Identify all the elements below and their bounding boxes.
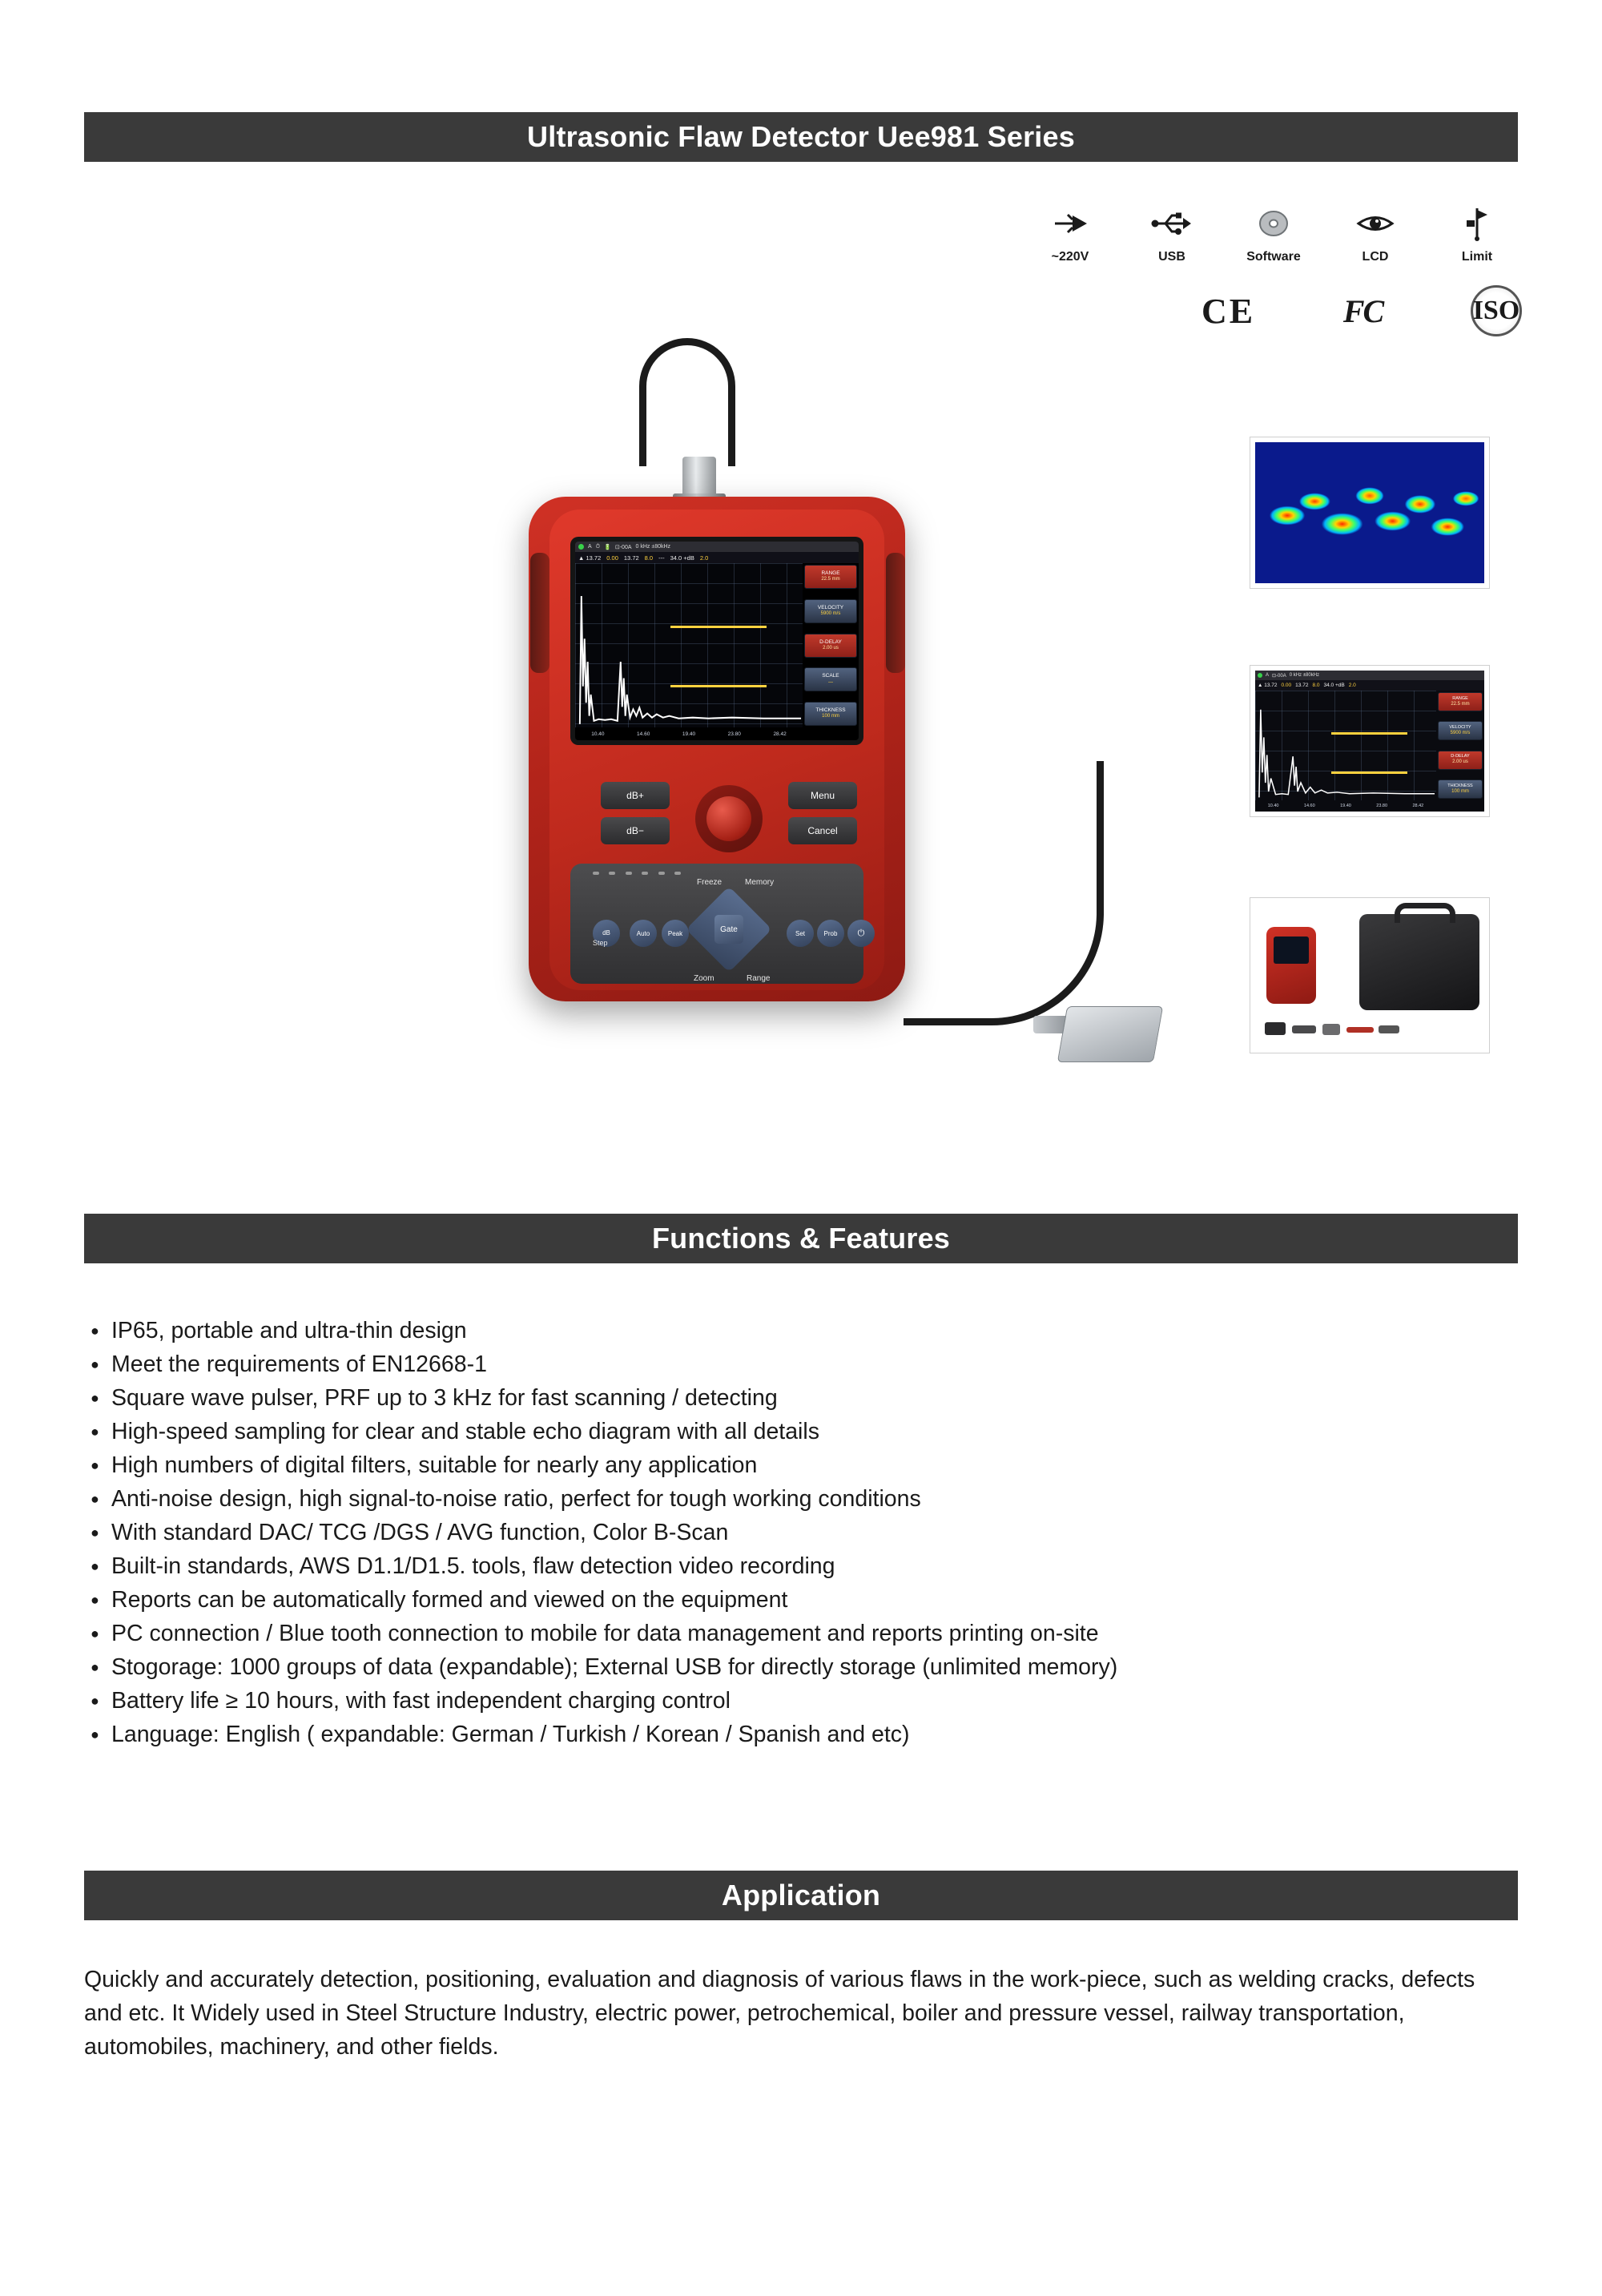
side-button-velocity[interactable] xyxy=(804,599,857,623)
mini-value-amp: 8.0 xyxy=(1312,683,1320,688)
section-title-application: Application xyxy=(84,1871,1518,1920)
mini-status-ok-indicator xyxy=(1258,673,1262,678)
fcc-mark-icon: FC xyxy=(1342,292,1383,329)
side-button-thickness-label: THICKNESS xyxy=(815,707,846,714)
power-plug-icon xyxy=(1052,203,1089,244)
side-button-range-label: RANGE xyxy=(821,570,840,577)
rotary-knob-cap xyxy=(706,796,751,841)
probe-cable-bottom xyxy=(904,761,1104,1025)
mini-side-button-velocity[interactable] xyxy=(1438,721,1483,740)
list-item: ● Battery life ≥ 10 hours, with fast independent charging control xyxy=(84,1684,1526,1718)
mini-ddelay-value: 2.00 us xyxy=(1452,759,1468,765)
value-amplitude: 8.0 xyxy=(644,554,654,562)
mini-status-channel: ⊡-00A xyxy=(1272,673,1286,679)
device-screen xyxy=(575,542,859,740)
side-button-ddelay-label: D-DELAY xyxy=(819,638,842,645)
value-gate: 2.0 xyxy=(699,554,709,562)
mini-gate-b-marker xyxy=(1331,771,1407,774)
probe-connector xyxy=(682,457,716,498)
software-disc-icon xyxy=(1256,203,1291,244)
value-zero: 0.00 xyxy=(606,554,618,562)
side-button-ddelay-value: 2.00 us xyxy=(823,645,839,651)
value-blank: --- xyxy=(658,554,665,562)
mini-range-label: RANGE xyxy=(1452,695,1468,701)
mini-range-value: 22.5 mm xyxy=(1451,701,1470,707)
device-screen-bezel xyxy=(570,537,863,745)
db-minus-button[interactable]: dB− xyxy=(601,817,670,844)
mini-side-menu xyxy=(1438,692,1483,799)
list-item: ● High-speed sampling for clear and stable echo diagram with all details xyxy=(84,1415,1526,1448)
mini-side-button-thickness[interactable] xyxy=(1438,779,1483,799)
mini-axis-tick-1: 10.40 xyxy=(1267,804,1279,808)
carry-case-kit-image xyxy=(1250,897,1490,1053)
side-button-thickness-value: 100 mm xyxy=(822,714,839,719)
b-scan-heatmap xyxy=(1255,442,1484,583)
db-plus-button[interactable]: dB+ xyxy=(601,782,670,809)
icon-label-usb: USB xyxy=(1158,250,1185,264)
icon-cell-usb xyxy=(1127,203,1217,264)
cancel-button[interactable]: Cancel xyxy=(788,817,857,844)
screen-value-bar xyxy=(575,552,859,563)
a-scan-waveform xyxy=(575,563,803,727)
product-photo-main xyxy=(481,336,1202,1146)
axis-tick-1: 10.40 xyxy=(591,731,605,737)
list-item: ● With standard DAC/ TCG /DGS / AVG function, Color B-Scan xyxy=(84,1516,1526,1549)
mini-axis-tick-4: 23.80 xyxy=(1376,804,1388,808)
list-item: ● Built-in standards, AWS D1.1/D1.5. tools, flaw detection video recording xyxy=(84,1549,1526,1583)
list-item: ● Reports can be automatically formed and viewed on the equipment xyxy=(84,1583,1526,1617)
kit-accessories xyxy=(1265,1017,1401,1041)
usb-icon xyxy=(1151,203,1193,244)
icon-label-software: Software xyxy=(1246,250,1301,264)
mini-status-a: A xyxy=(1266,673,1270,678)
mini-value-depth: ▲ 13.72 xyxy=(1258,683,1278,688)
status-text-clock: ⏱ xyxy=(595,543,601,550)
mini-value-gain: 34.0 +dB xyxy=(1323,683,1345,688)
value-gain: 34.0 +dB xyxy=(670,554,694,562)
mini-value-gate: 2.0 xyxy=(1348,683,1356,688)
mini-thickness-label: THICKNESS xyxy=(1447,783,1473,788)
mini-a-scan-axis xyxy=(1255,801,1436,811)
prob-button[interactable]: Prob xyxy=(817,920,844,947)
mini-status-freq: 0 kHz ±80kHz xyxy=(1289,673,1320,678)
icon-cell-power xyxy=(1025,203,1115,264)
auto-button[interactable]: Auto xyxy=(630,920,657,947)
list-item: ● High numbers of digital filters, suitable for nearly any application xyxy=(84,1448,1526,1482)
lcd-eye-icon xyxy=(1356,203,1395,244)
side-button-scale-label: SCALE xyxy=(822,673,839,679)
mini-value-bar xyxy=(1255,680,1484,691)
list-item: ● Stogorage: 1000 groups of data (expandable); External USB for directly storage (unlimited memory) xyxy=(84,1650,1526,1684)
side-button-range[interactable] xyxy=(804,565,857,589)
range-label[interactable]: Range xyxy=(747,974,771,983)
mini-ddelay-label: D-DELAY xyxy=(1451,754,1470,759)
peak-button[interactable]: Peak xyxy=(662,920,689,947)
gate-a-marker xyxy=(670,626,766,628)
section-title-functions: Functions & Features xyxy=(84,1214,1518,1263)
a-scan-screen-image xyxy=(1250,665,1490,817)
icon-label-lcd: LCD xyxy=(1362,250,1389,264)
side-button-range-value: 22.5 mm xyxy=(821,577,840,582)
side-button-velocity-label: VELOCITY xyxy=(817,604,844,610)
navigation-dpad[interactable] xyxy=(681,888,777,976)
mini-thickness-value: 100 mm xyxy=(1451,788,1469,794)
axis-tick-5: 28.42 xyxy=(773,731,787,737)
status-text-freq: 0 kHz ±80kHz xyxy=(635,544,671,550)
mini-velocity-label: VELOCITY xyxy=(1449,725,1471,731)
zoom-label[interactable]: Zoom xyxy=(694,974,714,983)
mini-a-scan-waveform xyxy=(1255,691,1436,800)
icon-cell-software xyxy=(1229,203,1318,264)
a-scan-inner xyxy=(1255,671,1484,812)
status-text-channel: ⊡-00A xyxy=(614,544,632,550)
axis-tick-2: 14.60 xyxy=(637,731,650,737)
feature-icon-row xyxy=(1025,192,1522,264)
step-label[interactable]: Step xyxy=(593,939,608,947)
power-button[interactable]: ⏻ xyxy=(847,920,875,947)
freeze-label[interactable]: Freeze xyxy=(697,878,723,887)
side-button-scale[interactable] xyxy=(804,667,857,691)
device-grip-left xyxy=(530,553,549,673)
kit-device xyxy=(1266,927,1316,1004)
value-depth: ▲ 13.72 xyxy=(578,554,602,562)
mini-velocity-value: 5900 m/s xyxy=(1450,731,1471,736)
set-button[interactable]: Set xyxy=(787,920,814,947)
side-button-scale-value: — xyxy=(828,679,833,685)
carry-case xyxy=(1359,914,1479,1010)
mini-device-screen xyxy=(1255,671,1484,812)
icon-label-limit: Limit xyxy=(1461,250,1493,264)
side-button-thickness[interactable] xyxy=(804,702,857,726)
features-list xyxy=(84,1314,1526,1751)
mini-axis-tick-5: 28.42 xyxy=(1412,804,1424,808)
list-item: ● Square wave pulser, PRF up to 3 kHz for fast scanning / detecting xyxy=(84,1381,1526,1415)
probe-cable-top xyxy=(639,338,735,466)
mini-status-bar xyxy=(1255,671,1484,680)
ce-mark-icon: CE xyxy=(1202,291,1256,331)
b-scan-inner xyxy=(1255,442,1484,583)
limit-icon xyxy=(1463,203,1491,244)
list-item: ● PC connection / Blue tooth connection to mobile for data management and reports printing on-site xyxy=(84,1617,1526,1650)
db-step-button[interactable]: dB xyxy=(593,920,620,947)
value-sound-path: 13.72 xyxy=(623,554,639,562)
kit-photo xyxy=(1255,903,1484,1048)
certification-row xyxy=(1202,284,1522,337)
a-scan-plot xyxy=(575,563,803,727)
screen-status-bar xyxy=(575,542,859,552)
side-button-velocity-value: 5900 m/s xyxy=(820,611,841,617)
menu-button[interactable]: Menu xyxy=(788,782,857,809)
status-ok-indicator xyxy=(578,544,584,550)
status-text-a: A xyxy=(588,544,592,550)
axis-tick-4: 23.80 xyxy=(727,731,741,737)
rotary-knob[interactable] xyxy=(695,785,763,852)
list-item: ● Language: English ( expandable: German / Turkish / Korean / Spanish and etc) xyxy=(84,1718,1526,1751)
screen-side-menu xyxy=(804,565,857,726)
speaker-vents xyxy=(593,872,681,878)
gate-b-marker xyxy=(670,685,766,687)
a-scan-axis xyxy=(575,728,803,739)
mini-side-button-ddelay[interactable] xyxy=(1438,751,1483,770)
mini-axis-tick-2: 14.60 xyxy=(1303,804,1315,808)
mini-axis-tick-3: 19.40 xyxy=(1340,804,1351,808)
b-scan-color-image xyxy=(1250,437,1490,589)
axis-tick-3: 19.40 xyxy=(682,731,696,737)
list-item: ● Meet the requirements of EN12668-1 xyxy=(84,1347,1526,1381)
kit-inner xyxy=(1255,903,1484,1048)
memory-label[interactable]: Memory xyxy=(745,878,775,887)
list-item: ● IP65, portable and ultra-thin design xyxy=(84,1314,1526,1347)
ultrasonic-probe xyxy=(1057,1006,1163,1062)
status-text-battery: 🔋 xyxy=(604,544,611,550)
icon-label-power: ~220V xyxy=(1051,250,1089,264)
mini-value-path: 13.72 xyxy=(1295,683,1309,688)
mini-value-zero: 0.00 xyxy=(1281,683,1292,688)
page-title: Ultrasonic Flaw Detector Uee981 Series xyxy=(84,112,1518,162)
mini-side-button-range[interactable] xyxy=(1438,692,1483,711)
icon-cell-limit xyxy=(1432,203,1522,264)
application-paragraph: Quickly and accurately detection, positioning, evaluation and diagnosis of various flaws in the work-piece, such as welding cracks, defects and etc. It Widely used in Steel Structure Industry, electric power, petrochemical, boiler and pressure vessel, railway transportation, automobiles, machinery, and other fields. xyxy=(84,1967,1475,2060)
gate-button[interactable]: Gate xyxy=(714,915,743,944)
mini-gate-a-marker xyxy=(1331,732,1407,735)
device-grip-right xyxy=(886,553,905,673)
side-button-ddelay[interactable] xyxy=(804,634,857,658)
list-item: ● Anti-noise design, high signal-to-noise ratio, perfect for tough working conditions xyxy=(84,1482,1526,1516)
iso-mark-icon: ISO xyxy=(1471,285,1522,336)
icon-cell-lcd xyxy=(1330,203,1420,264)
mini-a-scan-plot xyxy=(1255,691,1436,800)
